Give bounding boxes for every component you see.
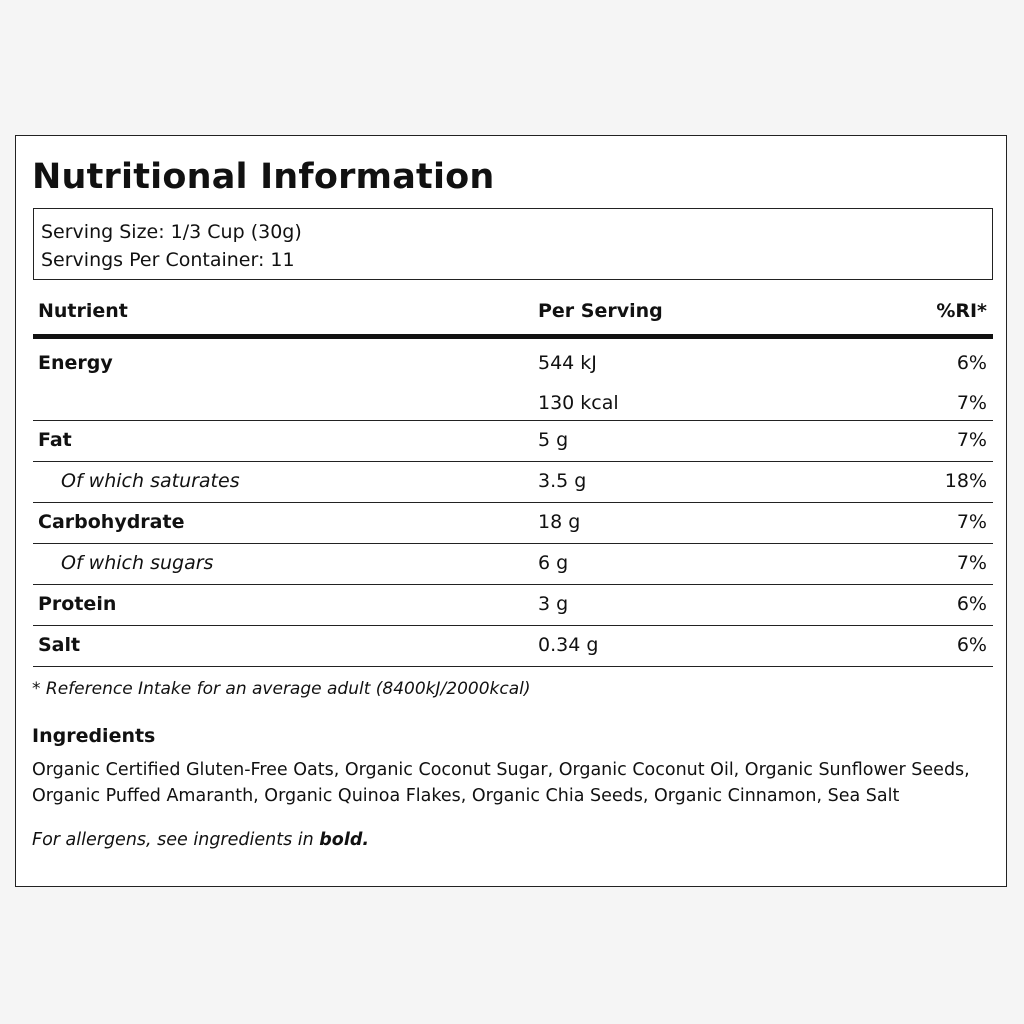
table-row-energy <box>33 339 993 421</box>
ingredients-heading: Ingredients <box>32 725 156 747</box>
ri-value-kcal: 7% <box>956 392 987 414</box>
table-row-protein <box>33 585 993 626</box>
ingredients-list: Organic Certified Gluten-Free Oats, Organic Coconut Sugar, Organic Coconut Oil, Organic Sunflower Seeds, Organic Puffed Amaranth, Organic Quinoa Flakes, Organic Chia Seeds, Organic Cinnamon, Sea Salt <box>32 760 970 806</box>
nutrient-name: Protein <box>38 593 117 615</box>
nutrient-name: Carbohydrate <box>38 511 185 533</box>
ri-value: 7% <box>956 511 987 533</box>
table-header <box>33 288 993 339</box>
ri-value: 6% <box>956 634 987 656</box>
allergen-note-bold: bold. <box>319 830 370 850</box>
ri-value: 7% <box>956 429 987 451</box>
header-nutrient: Nutrient <box>38 300 128 322</box>
table-row-fat <box>33 421 993 462</box>
per-serving-value: 6 g <box>538 552 569 574</box>
table-row-sugars <box>33 544 993 585</box>
ri-value: 18% <box>944 470 987 492</box>
nutrient-name: Of which saturates <box>61 470 240 492</box>
per-serving-value: 3 g <box>538 593 569 615</box>
header-ri: %RI* <box>936 300 987 322</box>
nutrient-name: Salt <box>38 634 81 656</box>
allergen-note <box>32 830 369 850</box>
nutrition-table <box>33 288 993 667</box>
allergen-note-text: For allergens, see ingredients in <box>32 830 320 850</box>
per-serving-value: 0.34 g <box>538 634 599 656</box>
per-serving-value: 544 kJ <box>538 352 597 374</box>
servings-per-container: Servings Per Container: 11 <box>41 249 295 271</box>
ri-value: 7% <box>956 552 987 574</box>
ri-value: 6% <box>956 593 987 615</box>
serving-size: Serving Size: 1/3 Cup (30g) <box>41 221 302 243</box>
table-row-salt <box>33 626 993 667</box>
nutrient-name: Energy <box>38 352 113 374</box>
nutrient-name: Of which sugars <box>61 552 214 574</box>
table-row-carbohydrate <box>33 503 993 544</box>
per-serving-value-kcal: 130 kcal <box>538 392 619 414</box>
nutrient-name: Fat <box>38 429 72 451</box>
ri-value: 6% <box>956 352 987 374</box>
table-row-saturates <box>33 462 993 503</box>
page-title: Nutritional Information <box>32 157 495 197</box>
reference-intake-footnote: * Reference Intake for an average adult (8400kJ/2000kcal) <box>32 679 531 699</box>
serving-info-box <box>33 208 993 280</box>
per-serving-value: 18 g <box>538 511 581 533</box>
header-per-serving: Per Serving <box>538 300 663 322</box>
nutrition-panel <box>15 135 1007 887</box>
per-serving-value: 3.5 g <box>538 470 587 492</box>
per-serving-value: 5 g <box>538 429 569 451</box>
